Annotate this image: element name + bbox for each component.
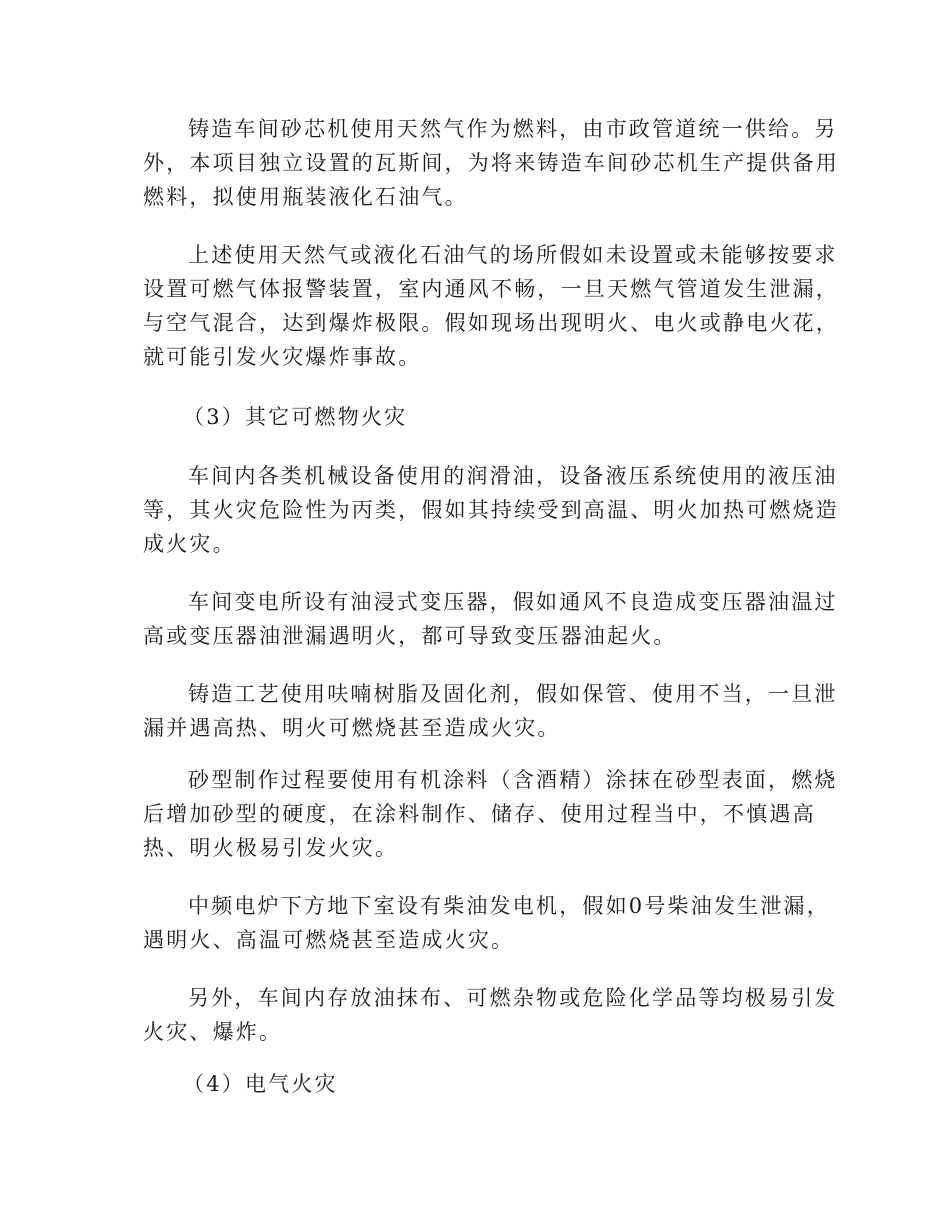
paragraph-4-line-1: 车间变电所设有油浸式变压器，假如通风不良造成变压器油温过 <box>188 590 838 614</box>
paragraph-2-line-2: 设置可燃气体报警装置，室内通风不畅，一旦天燃气管道发生泄漏， <box>143 277 839 301</box>
section-heading-4: （4）电气火灾 <box>183 1072 338 1096</box>
paragraph-3-line-2: 等，其火灾危险性为丙类，假如其持续受到高温、明火加热可燃烧造 <box>143 498 839 522</box>
paragraph-8-line-1: 另外，车间内存放油抹布、可燃杂物或危险化学品等均极易引发 <box>188 986 838 1010</box>
paragraph-1-line-1: 铸造车间砂芯机使用天然气作为燃料，由市政管道统一供给。另 <box>188 117 838 141</box>
paragraph-1-line-2: 外，本项目独立设置的瓦斯间，为将来铸造车间砂芯机生产提供备用 <box>143 151 839 175</box>
paragraph-5-line-2: 漏并遇高热、明火可燃烧甚至造成火灾。 <box>143 716 561 740</box>
paragraph-5-line-1: 铸造工艺使用呋喃树脂及固化剂，假如保管、使用不当，一旦泄 <box>188 682 838 706</box>
paragraph-4-line-2: 高或变压器油泄漏遇明火，都可导致变压器油起火。 <box>143 624 677 648</box>
paragraph-6-line-2: 后增加砂型的硬度，在涂料制作、储存、使用过程当中，不慎遇高 <box>143 802 816 826</box>
paragraph-7-line-2: 遇明火、高温可燃烧甚至造成火灾。 <box>143 928 515 952</box>
paragraph-6-line-3: 热、明火极易引发火灾。 <box>143 836 399 860</box>
paragraph-1-line-3: 燃料，拟使用瓶装液化石油气。 <box>143 185 468 209</box>
paragraph-2-line-1: 上述使用天然气或液化石油气的场所假如未设置或未能够按要求 <box>188 243 838 267</box>
paragraph-2-line-4: 就可能引发火灾爆炸事故。 <box>143 345 422 369</box>
paragraph-2-line-3: 与空气混合，达到爆炸极限。假如现场出现明火、电火或静电火花， <box>143 311 839 335</box>
paragraph-7-line-1: 中频电炉下方地下室设有柴油发电机，假如0号柴油发生泄漏， <box>188 894 830 918</box>
paragraph-3-line-1: 车间内各类机械设备使用的润滑油，设备液压系统使用的液压油 <box>188 464 838 488</box>
section-heading-3: （3）其它可燃物火灾 <box>183 405 408 429</box>
paragraph-6-line-1: 砂型制作过程要使用有机涂料（含酒精）涂抹在砂型表面，燃烧 <box>188 768 838 792</box>
paragraph-3-line-3: 成火灾。 <box>143 532 236 556</box>
paragraph-8-line-2: 火灾、爆炸。 <box>143 1020 283 1044</box>
